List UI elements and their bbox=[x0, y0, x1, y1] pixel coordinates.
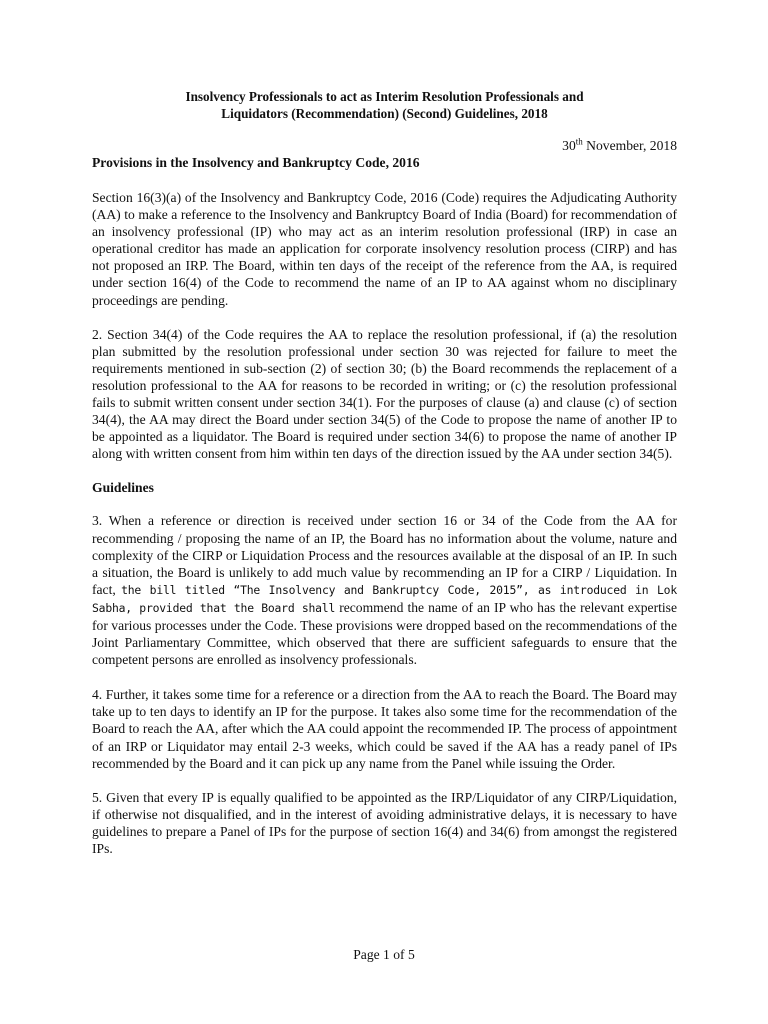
date-rest: November, 2018 bbox=[582, 138, 677, 153]
paragraph-3-start: 3. When a reference or direction is received under section 16 or 34 of the Code from the AA for recommending / proposing the name of an IP, the Board has no information about the volume, nature and complexity of the CIRP or Liquidation Process and the resources available at the disposal of an IP. In such a situation, the Board is unlikely to add much value by recommending an IP for a CIRP / Liquidation. In fact, bbox=[92, 513, 677, 597]
date-suffix: th bbox=[575, 136, 583, 147]
title-line-1: Insolvency Professionals to act as Interim Resolution Professionals and bbox=[185, 89, 584, 104]
document-date bbox=[92, 137, 677, 154]
paragraph-5: 5. Given that every IP is equally qualified to be appointed as the IRP/Liquidator of any CIRP/Liquidation, if otherwise not disqualified, and in the interest of avoiding administrative delays, it is necessary to have guidelines to prepare a Panel of IPs for the purpose of section 16(4) and 34(6) from amongst the registered IPs. bbox=[92, 789, 677, 856]
document-page bbox=[92, 88, 677, 857]
paragraph-1: Section 16(3)(a) of the Insolvency and Bankruptcy Code, 2016 (Code) requires the Adjudicating Authority (AA) to make a reference to the Insolvency and Bankruptcy Board of India (Board) for recommendation of an insolvency professional (IP) who may act as an interim resolution professional (IRP) in case an operational creditor has made an application for corporate insolvency resolution process (CIRP) and has not proposed an IRP. The Board, within ten days of the receipt of the reference from the AA, is required under section 16(4) of the Code to recommend the name of an IP to AA against whom no disciplinary proceedings are pending. bbox=[92, 190, 677, 308]
paragraph-3 bbox=[92, 512, 677, 668]
paragraph-2: 2. Section 34(4) of the Code requires the AA to replace the resolution professional, if (a) the resolution plan submitted by the resolution professional under section 30 was rejected for failure to meet the requirements mentioned in sub-section (2) of section 30; (b) the Board recommends the replacement of a resolution professional to the AA for reasons to be recorded in writing; or (c) the resolution professional fails to submit written consent under section 34(1). For the purposes of clause (a) and clause (c) of section 34(4), the AA may direct the Board under section 34(5) of the Code to propose the name of another IP to be appointed as a liquidator. The Board is required under section 34(6) to propose the name of another IP along with written consent from him within ten days of the direction issued by the AA under section 34(5). bbox=[92, 326, 677, 462]
date-day: 30 bbox=[562, 138, 576, 153]
document-title bbox=[92, 88, 677, 122]
paragraph-4: 4. Further, it takes some time for a reference or a direction from the AA to reach the Board. The Board may take up to ten days to identify an IP for the purpose. It takes also some time for the recommendation of the Board to reach the AA, after which the AA could appoint the recommended IP. The process of appointment of an IRP or Liquidator may entail 2-3 weeks, which could be saved if the AA has a ready panel of IPs recommended by the Board and it can pick up any name from the Panel while issuing the Order. bbox=[92, 687, 677, 771]
paragraph-3-end: recommend the name of an IP who has the relevant expertise for various processes under the Code. These provisions were dropped based on the recommendations of the Joint Parliamentary Committee, which observed that there are sufficient safeguards to ensure that the competent persons are enrolled as insolvency professionals. bbox=[92, 599, 677, 668]
title-line-2: Liquidators (Recommendation) (Second) Guidelines, 2018 bbox=[221, 106, 548, 121]
paragraph-3-mono: the bill titled “The Insolvency and Bankruptcy Code, 2015”, as introduced in Lok Sabha, provided that the Board shall bbox=[92, 582, 677, 615]
heading-guidelines: Guidelines bbox=[92, 480, 154, 496]
heading-provisions: Provisions in the Insolvency and Bankruptcy Code, 2016 bbox=[92, 155, 420, 170]
page-footer: Page 1 of 5 bbox=[353, 947, 415, 962]
